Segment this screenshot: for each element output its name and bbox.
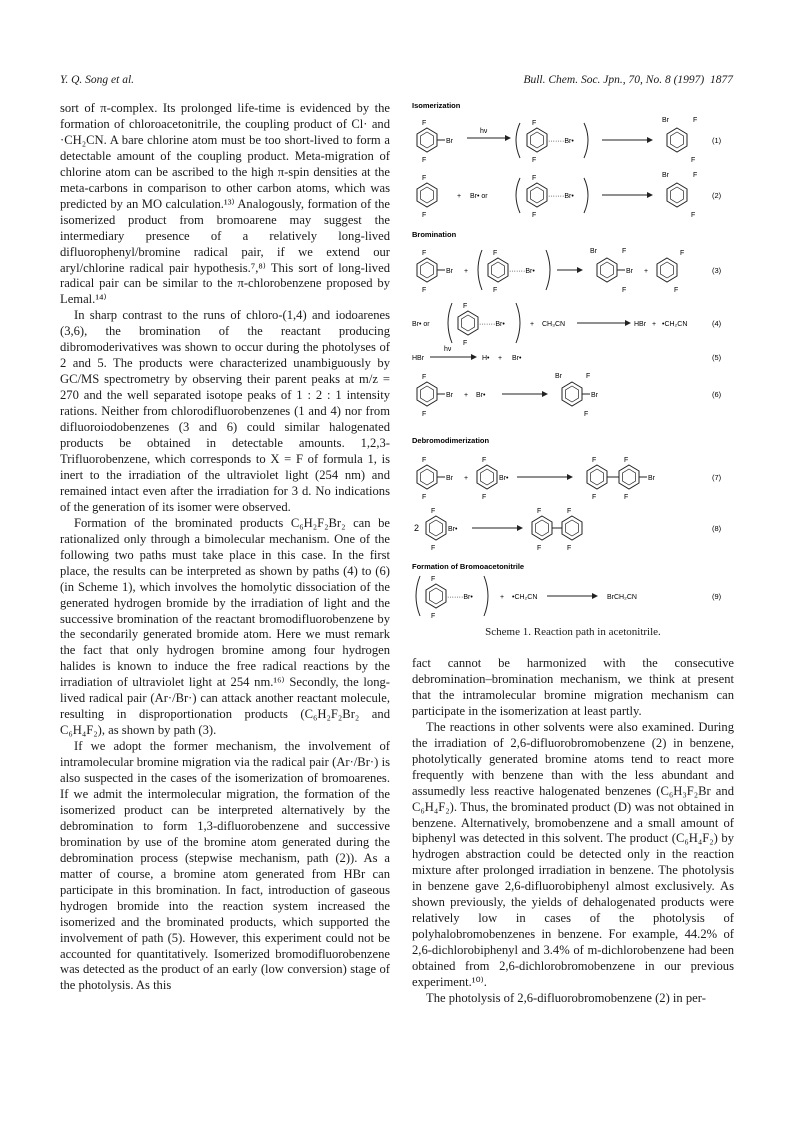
svg-text:F: F xyxy=(422,494,427,501)
svg-text:F: F xyxy=(680,250,685,257)
svg-text:+: + xyxy=(530,321,535,328)
svg-text:(6): (6) xyxy=(712,390,722,399)
left-column xyxy=(60,101,390,994)
svg-text:F: F xyxy=(592,457,597,464)
svg-text:(5): (5) xyxy=(712,353,722,362)
svg-text:F: F xyxy=(431,576,436,583)
svg-text:+: + xyxy=(644,268,649,275)
svg-text:F: F xyxy=(463,303,468,310)
svg-text:+: + xyxy=(457,193,462,200)
svg-text:F: F xyxy=(532,212,537,219)
svg-text:+: + xyxy=(500,594,505,601)
svg-text:F: F xyxy=(422,411,427,418)
svg-text:+: + xyxy=(464,268,469,275)
svg-text:hν: hν xyxy=(480,128,488,135)
svg-text:F: F xyxy=(622,248,627,255)
svg-text:F: F xyxy=(622,287,627,294)
equation-6 xyxy=(417,373,722,418)
svg-text:F: F xyxy=(422,175,427,182)
svg-text:•CH₂CN: •CH₂CN xyxy=(512,594,538,601)
svg-text:F: F xyxy=(532,157,537,164)
svg-text:BrCH₂CN: BrCH₂CN xyxy=(607,594,637,601)
svg-text:F: F xyxy=(431,508,436,515)
svg-text:hν: hν xyxy=(444,346,452,353)
svg-text:·······Br•: ·······Br• xyxy=(447,594,473,601)
svg-text:(7): (7) xyxy=(712,473,722,482)
svg-text:2: 2 xyxy=(414,523,420,533)
svg-text:+: + xyxy=(464,475,469,482)
section-title-isomerization: Isomerization xyxy=(412,101,461,110)
running-header-journal xyxy=(523,74,733,86)
svg-text:(4): (4) xyxy=(712,319,722,328)
svg-text:F: F xyxy=(422,374,427,381)
svg-text:F: F xyxy=(422,250,427,257)
equation-3 xyxy=(417,248,722,294)
paragraph: sort of π-complex. Its prolonged life-time is evidenced by the formation of chloroacetonitrile, the coupling product of Cl· and ·CH₂CN. A bare chlorine atom must be too short-lived to form a detectable amount of the coupling product. Meta-migration of chlorine atom can be ascribed to the high π-spin densities at the meta-carbons in comparison to other carbon atoms, which was predicted by an MO calculation.¹³⁾ Analogously, formation of the isomerized product from bromoarene may suggest the intermediary presence of a relatively long-lived difluorophenyl/bromine radical pair, if we extend our aryl/chlorine radical pair hypothesis.⁷,⁸⁾ This sort of long-lived radical pair can be similar to the π-chlorobenzene proposed by Lemal.¹⁴⁾ xyxy=(60,101,390,307)
svg-text:F: F xyxy=(584,411,589,418)
svg-text:Br: Br xyxy=(446,138,453,145)
svg-text:F: F xyxy=(493,250,498,257)
svg-text:+: + xyxy=(498,355,503,362)
svg-text:•CH₂CN: •CH₂CN xyxy=(662,321,688,328)
svg-text:F: F xyxy=(463,340,468,347)
section-title-debromodimerization: Debromodimerization xyxy=(412,436,490,445)
svg-text:F: F xyxy=(422,120,427,127)
svg-text:Br: Br xyxy=(648,475,655,482)
svg-text:Br: Br xyxy=(555,373,562,380)
journal-citation: Bull. Chem. Soc. Jpn., 70, No. 8 (1997) xyxy=(523,74,705,86)
svg-text:F: F xyxy=(567,545,572,552)
svg-text:(8): (8) xyxy=(712,524,722,533)
svg-text:F: F xyxy=(691,212,696,219)
svg-text:(1): (1) xyxy=(712,136,722,145)
equation-5 xyxy=(412,346,722,362)
section-title-bromination: Bromination xyxy=(412,230,457,239)
svg-text:F: F xyxy=(691,157,696,164)
paragraph: Formation of the brominated products C₆H₂F₂Br₂ can be rationalized only through a bimolecular mechanism. One of the following two paths must take place in this case. In the first place, the results can be interpreted as shown by paths (4) to (6) (in Scheme 1), which involves the homolytic dissociation of the generated hydrogen bromide by the irradiation of light and the successive bromination of the reactant bromodifluorobenzene by the secondarily generated bromide atom. Here we must remark the fact that only hydrogen bromine among four hydrogen halides is known to induce the free radical reactions by the irradiation of ultraviolet light at 254 nm.¹⁶⁾ Secondly, the long-lived radical pair (Ar·/Br·) can attack another reactant molecule, resulting in disproportionation products (C₆H₂F₂Br₂ and C₆H₄F₂), as shown by path (3). xyxy=(60,515,390,738)
equation-9 xyxy=(416,576,722,620)
section-title-bromoacetonitrile: Formation of Bromoacetonitrile xyxy=(412,562,525,571)
svg-text:F: F xyxy=(493,287,498,294)
svg-text:F: F xyxy=(693,172,698,179)
svg-text:Br: Br xyxy=(662,172,669,179)
svg-text:Br•: Br• xyxy=(476,392,486,399)
svg-text:HBr: HBr xyxy=(634,321,647,328)
svg-text:Br: Br xyxy=(590,248,597,255)
svg-text:Br: Br xyxy=(591,392,598,399)
reaction-scheme xyxy=(412,98,734,646)
svg-text:F: F xyxy=(422,157,427,164)
svg-text:+: + xyxy=(652,321,657,328)
paragraph: If we adopt the former mechanism, the involvement of intramolecular bromine migration via the radical pair (Ar·/Br·) is also suspected in the cases of the isomerization of bromoarenes. If we admit the intermolecular migration, the formation of the isomerized product can be interpreted alternatively by the debromination to form 1,3-difluorobenzene and successive bromination by use of the bromine atom generated during the debromination process (stepwise mechanism, path (2)). As a matter of course, a bromine atom generated from HBr can participate in this bromination. In fact, introduction of gaseous hydrogen bromide into the reaction system increased the isomerized and the brominated products, which supported the involvement of path (5). However, this experiment could not be accounted for quantitatively. Isomerized bromodifluorobenzene was detected as the product of an early (low conversion) stage of the photolysis. As this xyxy=(60,739,390,993)
scheme-drawing xyxy=(412,98,734,628)
svg-text:F: F xyxy=(674,287,679,294)
svg-text:F: F xyxy=(422,457,427,464)
svg-text:F: F xyxy=(532,120,537,127)
svg-text:F: F xyxy=(532,175,537,182)
svg-text:HBr: HBr xyxy=(412,355,425,362)
svg-text:·······Br•: ·······Br• xyxy=(509,268,535,275)
svg-text:F: F xyxy=(422,212,427,219)
equation-4 xyxy=(412,303,722,347)
equation-1 xyxy=(417,117,722,164)
svg-text:Br• or: Br• or xyxy=(412,321,430,328)
svg-text:·······Br•: ·······Br• xyxy=(479,321,505,328)
equation-8 xyxy=(414,508,722,552)
svg-text:·······Br•: ·······Br• xyxy=(548,193,574,200)
svg-text:F: F xyxy=(537,508,542,515)
svg-text:F: F xyxy=(567,508,572,515)
svg-text:H•: H• xyxy=(482,355,490,362)
svg-text:(2): (2) xyxy=(712,191,722,200)
running-header-authors: Y. Q. Song et al. xyxy=(60,74,135,86)
svg-text:F: F xyxy=(624,457,629,464)
svg-text:F: F xyxy=(624,494,629,501)
equation-2 xyxy=(417,172,722,219)
svg-text:Br•: Br• xyxy=(512,355,522,362)
svg-text:F: F xyxy=(422,287,427,294)
paragraph: The reactions in other solvents were also examined. During the irradiation of 2,6-difluorobromobenzene (2) in benzene, photolytically generated bromine atoms tend to react more frequently with benzene than with the less abundant and assumedly less reactive halogenated benzenes (C₆H₃F₂Br and C₆H₄F₂). Thus, the brominated product (D) was not obtained in benzene. Alternatively, bromobenzene and a small amount of biphenyl was detected in this solvent. The product (C₆H₄F₂) by hydrogen abstraction could be detected only in the reaction mixture after prolonged irradiation in benzene. The photolysis in benzene gave 2,6-difluorobiphenyl almost exclusively. As shown previously, the yields of dehalogenated products were relatively low in cases of the photolysis of polyhalobromobenzenes in benzene. For example, 44.2% of 2,6-dichlorobiphenyl and 3.4% of m-dichlorobenzene had been obtained from 2,6-dichlorobromobenzene in our previous experiment.¹⁰⁾. xyxy=(412,719,734,990)
paragraph: The photolysis of 2,6-difluorobromobenzene (2) in per- xyxy=(426,991,706,1006)
svg-text:(9): (9) xyxy=(712,592,722,601)
svg-text:F: F xyxy=(431,545,436,552)
svg-text:F: F xyxy=(431,613,436,620)
svg-text:F: F xyxy=(693,117,698,124)
svg-text:+: + xyxy=(464,392,469,399)
svg-text:·······Br•: ·······Br• xyxy=(548,138,574,145)
svg-text:Br: Br xyxy=(446,392,453,399)
svg-text:(3): (3) xyxy=(712,266,722,275)
svg-text:F: F xyxy=(537,545,542,552)
svg-text:Br• or: Br• or xyxy=(470,193,488,200)
paragraph: fact cannot be harmonized with the consecutive debromination–bromination mechanism, we think at present that the intramolecular bromine migration mechanism can participate in the isomerization at least partly. xyxy=(412,656,734,718)
svg-text:Br: Br xyxy=(446,268,453,275)
paragraph: In sharp contrast to the runs of chloro-(1,4) and iodoarenes (3,6), the bromination of the reactant producing dibromoderivatives was shown to occur during the photolyses of 2 and 5. The products were characterized unambiguously by GC/MS spectrometry by observing their parent peaks at m/z = 270 and the well separated isotope peaks of 1 : 2 : 1 intensity rations. Neither from chlorodifluorobenzenes (1 and 4) nor from difluoroiodobenzenes (3 and 6) could similar halogenated products be obtained in detectable amounts. 1,2,3-Trifluorobenzene, which corresponds to X = F of formula 1, is inert to the irradiation of the ultraviolet light (254 nm) and remained intact even after the irradiation for 3 d. No indications of the generation of its isomer were observed. xyxy=(60,308,390,514)
svg-text:Br•: Br• xyxy=(499,475,509,482)
scheme-caption: Scheme 1. Reaction path in acetonitrile. xyxy=(485,626,661,638)
svg-text:Br: Br xyxy=(626,268,633,275)
svg-text:Br•: Br• xyxy=(448,526,458,533)
right-column xyxy=(412,656,734,1007)
svg-text:F: F xyxy=(482,457,487,464)
svg-text:F: F xyxy=(482,494,487,501)
svg-text:CH₃CN: CH₃CN xyxy=(542,321,566,328)
svg-text:F: F xyxy=(592,494,597,501)
equation-7 xyxy=(417,457,722,501)
svg-text:F: F xyxy=(586,373,591,380)
page-number: 1877 xyxy=(710,74,733,86)
svg-text:Br: Br xyxy=(662,117,669,124)
svg-text:Br: Br xyxy=(446,475,453,482)
